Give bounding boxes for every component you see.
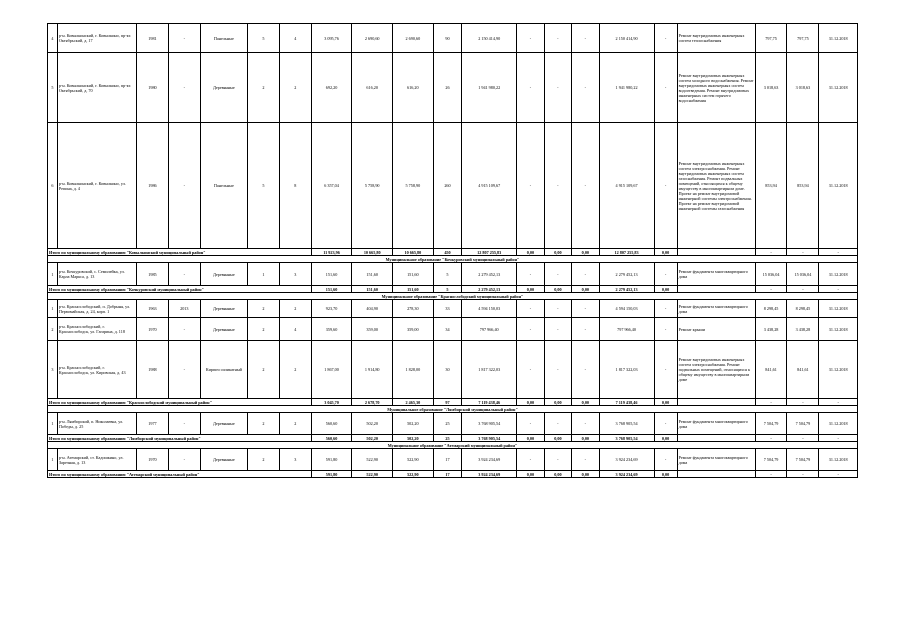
area-residential-cell: 5 758,90 (393, 123, 434, 249)
subtotal-unit-cost: - (755, 471, 787, 478)
floors-cell: 2 (247, 449, 279, 471)
subtotal-funding: 0,00 (517, 286, 544, 293)
funding-cell: - (572, 123, 599, 249)
subtotal-row (48, 435, 858, 442)
unit-cost-limit-cell: 7 504,79 (787, 413, 819, 435)
address-cell: р-н. Краснослободский, п. Добрыня, ул. Первомайская, д. 24, корп. 1 (57, 300, 136, 318)
subtotal-area-residential: 10 665,80 (393, 249, 434, 256)
residents-cell: 5 (433, 263, 462, 286)
address-cell: р-н. Ковылкинский, г. Ковылкино, пр-кт. Октябрьский, д. 70 (57, 53, 136, 123)
area-premises-cell: 5 758,90 (352, 123, 393, 249)
municipality-title: Муниципальное образование "Атемарский муниципальный район" (48, 442, 858, 449)
work-type-cell: Ремонт фундамента многоквартирного дома (677, 263, 755, 286)
table-row (48, 300, 858, 318)
subtotal-funding: 0,00 (544, 471, 571, 478)
cost-cell: 2 150 414,90 (462, 24, 517, 53)
residents-cell: 17 (433, 449, 462, 471)
funding-cell: - (517, 53, 544, 123)
address-cell: р-н. Ковылкинский, г. Ковылкино, пр-кт. Октябрьский, д. 17 (57, 24, 136, 53)
cost-cell: 4 915 109,67 (462, 123, 517, 249)
owners-funding-cell: 2 279 452,13 (599, 263, 654, 286)
wall-material-cell: Деревянные (200, 263, 247, 286)
area-residential-cell: 278,30 (393, 300, 434, 318)
subtotal-row (48, 286, 858, 293)
area-residential-cell: 616,20 (393, 53, 434, 123)
wall-material-cell: Панельные (200, 123, 247, 249)
subtotal-funding: 0,00 (517, 471, 544, 478)
residents-cell: 25 (433, 413, 462, 435)
owners-funding-cell: 3 924 234,69 (599, 449, 654, 471)
completion-date-cell: 31.12.2018 (819, 123, 858, 249)
funding-cell: - (517, 318, 544, 341)
subtotal-cost: 2 279 452,13 (462, 286, 517, 293)
subtotal-residents: 450 (433, 249, 462, 256)
unit-cost-limit-cell: 7 504,79 (787, 449, 819, 471)
floors-cell: 5 (247, 123, 279, 249)
subtotal-area-total: 591,80 (311, 471, 352, 478)
subtotal-funding: 0,00 (544, 399, 571, 406)
funding-cell: - (572, 53, 599, 123)
subtotal-residents: 5 (433, 286, 462, 293)
work-type-cell: Ремонт внутридомовых инженерных систем холодного водоснабжения. Ремонт внутридомовых инженерных систем водоотведения. Ремонт внутридомовых инженерных систем горячего водоснабжения (677, 53, 755, 123)
subtotal-cost: 3 768 905,54 (462, 435, 517, 442)
owners-funding-cell: 1 817 322,03 (599, 341, 654, 399)
subtotal-cost: 7 119 438,46 (462, 399, 517, 406)
address-cell: р-н. Лямбирский, п. Николаевка, ул. Победы, д. 25 (57, 413, 136, 435)
subtotal-unit-cost-limit: - (787, 471, 819, 478)
municipality-header-row (48, 442, 858, 449)
table-row (48, 24, 858, 53)
year-cell: 2013 (168, 300, 200, 318)
funding-cell: - (572, 318, 599, 341)
wall-material-cell: Деревянные (200, 300, 247, 318)
area-premises-cell: 616,20 (352, 53, 393, 123)
area-premises-cell: 151,60 (352, 263, 393, 286)
funding-cell: - (517, 263, 544, 286)
subtotal-residents: 97 (433, 399, 462, 406)
wall-material-cell: Панельные (200, 24, 247, 53)
entrances-cell: 8 (279, 123, 311, 249)
subtotal-funding: 0,00 (517, 249, 544, 256)
residents-cell: 260 (433, 123, 462, 249)
work-type-cell: Ремонт фундамента многоквартирного дома (677, 300, 755, 318)
wall-material-cell: Деревянные (200, 413, 247, 435)
entrances-cell: 2 (279, 53, 311, 123)
unit-cost-cell: 3 018,63 (755, 53, 787, 123)
subtotal-residents: 17 (433, 471, 462, 478)
funding-cell: - (572, 24, 599, 53)
wall-material-cell: Деревянные (200, 318, 247, 341)
subtotal-label: Итого по муниципальному образованию "Атемарский муниципальный район" (48, 471, 312, 478)
address-cell: р-н. Краснослободский, г. Краснослободск, ул. Кировская, д. 43 (57, 341, 136, 399)
subtotal-unit-cost-limit: - (787, 286, 819, 293)
subtotal-blank (677, 249, 755, 256)
subtotal-funding: 0,00 (654, 435, 677, 442)
funding-cell: - (654, 123, 677, 249)
unit-cost-limit-cell: 853,94 (787, 123, 819, 249)
address-cell: р-н. Ковылкинский, г. Ковылкино, ул. Репина, д. 4 (57, 123, 136, 249)
subtotal-cost: 3 924 234,69 (462, 471, 517, 478)
subtotal-area-premises: 502,20 (352, 435, 393, 442)
floors-cell: 5 (247, 24, 279, 53)
funding-cell: - (572, 449, 599, 471)
subtotal-funding: 0,00 (654, 249, 677, 256)
subtotal-label: Итого по муниципальному образованию "Кочкуровский муниципальный район" (48, 286, 312, 293)
funding-cell: - (544, 24, 571, 53)
owners-funding-cell: 2 150 414,90 (599, 24, 654, 53)
funding-cell: - (517, 341, 544, 399)
area-total-cell: 923,70 (311, 300, 352, 318)
subtotal-area-total: 560,60 (311, 435, 352, 442)
funding-cell: - (517, 123, 544, 249)
row-number: 5 (48, 53, 58, 123)
subtotal-date: - (819, 471, 858, 478)
subtotal-unit-cost: - (755, 249, 787, 256)
subtotal-unit-cost-limit: - (787, 399, 819, 406)
subtotal-label: Итого по муниципальному образованию "Лямбирский муниципальный район" (48, 435, 312, 442)
year-cell: - (168, 263, 200, 286)
wall-material-cell: Деревянные (200, 53, 247, 123)
completion-date-cell: 31.12.2018 (819, 449, 858, 471)
subtotal-date: - (819, 249, 858, 256)
funding-cell: - (654, 449, 677, 471)
municipality-header-row (48, 256, 858, 263)
unit-cost-cell: 15 036,04 (755, 263, 787, 286)
subtotal-label: Итого по муниципальному образованию "Краснослободский муниципальный район" (48, 399, 312, 406)
year-built-cell: 1970 (137, 318, 169, 341)
subtotal-funding: 0,00 (544, 435, 571, 442)
subtotal-blank (677, 286, 755, 293)
area-residential-cell: 2 690,60 (393, 24, 434, 53)
year-built-cell: 1963 (137, 300, 169, 318)
capital-repair-table-sheet (47, 23, 858, 478)
work-type-cell: Ремонт внутридомовых инженерных систем электроснабжения. Ремонт внутридомовых инженерных систем газоснабжения. Ремонт подвальных помещений, относящихся к общему имуществу в многоквартирном доме. Проект на ремонт внутридомовой инженерной системы электроснабжения. Проект на ремонт внутридомовой инженерной системы газоснабжения (677, 123, 755, 249)
unit-cost-cell: 8 298,45 (755, 300, 787, 318)
year-built-cell: 1981 (137, 24, 169, 53)
funding-cell: - (544, 413, 571, 435)
funding-cell: - (654, 318, 677, 341)
year-cell: - (168, 318, 200, 341)
funding-cell: - (544, 341, 571, 399)
address-cell: р-н. Кочкуровский, с. Семилейка, ул. Карла Маркса, д. 13 (57, 263, 136, 286)
table-row (48, 413, 858, 435)
work-type-cell: Ремонт крыши (677, 318, 755, 341)
subtotal-area-premises: 10 665,80 (352, 249, 393, 256)
subtotal-funding: 0,00 (544, 286, 571, 293)
unit-cost-cell: 7 504,79 (755, 413, 787, 435)
subtotal-funding: 0,00 (572, 435, 599, 442)
subtotal-area-total: 3 045,70 (311, 399, 352, 406)
funding-cell: - (572, 300, 599, 318)
subtotal-date: - (819, 435, 858, 442)
entrances-cell: 2 (279, 413, 311, 435)
subtotal-funding: 0,00 (572, 249, 599, 256)
area-residential-cell: 359,00 (393, 318, 434, 341)
municipality-title: Муниципальное образование "Кочкуровский муниципальный район" (48, 256, 858, 263)
residents-cell: 30 (433, 341, 462, 399)
subtotal-funding: 0,00 (544, 249, 571, 256)
funding-cell: - (654, 263, 677, 286)
area-total-cell: 560,60 (311, 413, 352, 435)
subtotal-area-total: 151,60 (311, 286, 352, 293)
entrances-cell: 2 (279, 341, 311, 399)
subtotal-label: Итого по муниципальному образованию "Ковылкинский муниципальный район" (48, 249, 312, 256)
table-row (48, 341, 858, 399)
floors-cell: 2 (247, 318, 279, 341)
entrances-cell: 3 (279, 449, 311, 471)
funding-cell: - (544, 318, 571, 341)
residents-cell: 34 (433, 318, 462, 341)
floors-cell: 2 (247, 300, 279, 318)
subtotal-owners-funding: 7 119 438,46 (599, 399, 654, 406)
residents-cell: 33 (433, 300, 462, 318)
subtotal-unit-cost: - (755, 286, 787, 293)
address-cell: р-н. Атемарский, ст. Кадошкино, ул. Заречная, д. 13 (57, 449, 136, 471)
subtotal-funding: 0,00 (517, 435, 544, 442)
unit-cost-cell: 841,61 (755, 341, 787, 399)
owners-funding-cell: 797 966,40 (599, 318, 654, 341)
area-total-cell: 359,60 (311, 318, 352, 341)
area-total-cell: 1 867,00 (311, 341, 352, 399)
funding-cell: - (654, 53, 677, 123)
area-premises-cell: 359,00 (352, 318, 393, 341)
completion-date-cell: 31.12.2018 (819, 24, 858, 53)
year-cell: - (168, 449, 200, 471)
subtotal-funding: 0,00 (572, 471, 599, 478)
subtotal-funding: 0,00 (572, 286, 599, 293)
completion-date-cell: 31.12.2018 (819, 263, 858, 286)
row-number: 3 (48, 341, 58, 399)
completion-date-cell: 31.12.2018 (819, 318, 858, 341)
unit-cost-limit-cell: 797,75 (787, 24, 819, 53)
residents-cell: 90 (433, 24, 462, 53)
completion-date-cell: 31.12.2018 (819, 53, 858, 123)
subtotal-area-residential: 502,20 (393, 435, 434, 442)
row-number: 1 (48, 263, 58, 286)
cost-cell: 1 817 322,03 (462, 341, 517, 399)
funding-cell: - (544, 449, 571, 471)
municipality-header-row (48, 293, 858, 300)
subtotal-funding: 0,00 (654, 399, 677, 406)
year-cell: - (168, 341, 200, 399)
funding-cell: - (572, 413, 599, 435)
subtotal-owners-funding: 3 768 905,54 (599, 435, 654, 442)
year-cell: - (168, 413, 200, 435)
cost-cell: 4 594 150,03 (462, 300, 517, 318)
year-built-cell: 1985 (137, 263, 169, 286)
funding-cell: - (544, 53, 571, 123)
subtotal-date: - (819, 286, 858, 293)
owners-funding-cell: 4 915 109,67 (599, 123, 654, 249)
subtotal-date: - (819, 399, 858, 406)
cost-cell: 797 966,40 (462, 318, 517, 341)
unit-cost-limit-cell: 3 438,28 (787, 318, 819, 341)
subtotal-owners-funding: 3 924 234,69 (599, 471, 654, 478)
subtotal-owners-funding: 2 279 452,13 (599, 286, 654, 293)
area-residential-cell: 522,90 (393, 449, 434, 471)
subtotal-area-premises: 151,60 (352, 286, 393, 293)
unit-cost-limit-cell: 15 036,04 (787, 263, 819, 286)
subtotal-owners-funding: 12 807 255,83 (599, 249, 654, 256)
subtotal-residents: 25 (433, 435, 462, 442)
area-total-cell: 692,20 (311, 53, 352, 123)
funding-cell: - (572, 263, 599, 286)
municipality-title: Муниципальное образование "Краснослободский муниципальный район" (48, 293, 858, 300)
wall-material-cell: Кирпич силикатный (200, 341, 247, 399)
floors-cell: 1 (247, 263, 279, 286)
year-built-cell: 1986 (137, 123, 169, 249)
area-premises-cell: 502,20 (352, 413, 393, 435)
year-built-cell: 1980 (137, 53, 169, 123)
table-row (48, 318, 858, 341)
area-premises-cell: 2 690,60 (352, 24, 393, 53)
subtotal-blank (677, 435, 755, 442)
work-type-cell: Ремонт фундамента многоквартирного дома (677, 449, 755, 471)
unit-cost-limit-cell: 8 298,45 (787, 300, 819, 318)
year-cell: - (168, 53, 200, 123)
cost-cell: 3 768 905,54 (462, 413, 517, 435)
cost-cell: 1 941 980,22 (462, 53, 517, 123)
funding-cell: - (517, 413, 544, 435)
address-cell: р-н. Краснослободский, г. Краснослободск, ул. Гагарина, д. 118 (57, 318, 136, 341)
unit-cost-limit-cell: 3 018,63 (787, 53, 819, 123)
subtotal-unit-cost: - (755, 435, 787, 442)
row-number: 1 (48, 300, 58, 318)
area-total-cell: 3 095,76 (311, 24, 352, 53)
funding-cell: - (544, 263, 571, 286)
row-number: 1 (48, 413, 58, 435)
area-premises-cell: 522,90 (352, 449, 393, 471)
subtotal-blank (677, 399, 755, 406)
subtotal-area-residential: 151,60 (393, 286, 434, 293)
entrances-cell: 4 (279, 318, 311, 341)
year-built-cell: 1970 (137, 449, 169, 471)
subtotal-area-residential: 2 465,30 (393, 399, 434, 406)
subtotal-row (48, 249, 858, 256)
year-cell: - (168, 123, 200, 249)
row-number: 4 (48, 24, 58, 53)
subtotal-cost: 12 807 255,83 (462, 249, 517, 256)
unit-cost-cell: 853,94 (755, 123, 787, 249)
funding-cell: - (572, 341, 599, 399)
unit-cost-cell: 797,75 (755, 24, 787, 53)
subtotal-funding: 0,00 (517, 399, 544, 406)
work-type-cell: Ремонт фундамента многоквартирного дома (677, 413, 755, 435)
work-type-cell: Ремонт внутридомовых инженерных систем электроснабжения. Ремонт подвальных помещений, относящихся к общему имуществу в многоквартирном доме (677, 341, 755, 399)
year-built-cell: 1977 (137, 413, 169, 435)
entrances-cell: 4 (279, 24, 311, 53)
municipality-title: Муниципальное образование "Лямбирский муниципальный район" (48, 406, 858, 413)
repair-program-table (47, 23, 858, 478)
table-row (48, 263, 858, 286)
subtotal-area-premises: 2 678,70 (352, 399, 393, 406)
area-premises-cell: 404,90 (352, 300, 393, 318)
subtotal-funding: 0,00 (654, 471, 677, 478)
owners-funding-cell: 3 768 905,54 (599, 413, 654, 435)
subtotal-unit-cost: - (755, 399, 787, 406)
residents-cell: 26 (433, 53, 462, 123)
unit-cost-limit-cell: 841,61 (787, 341, 819, 399)
entrances-cell: 2 (279, 300, 311, 318)
unit-cost-cell: 3 438,28 (755, 318, 787, 341)
area-total-cell: 151,60 (311, 263, 352, 286)
completion-date-cell: 31.12.2018 (819, 300, 858, 318)
subtotal-area-premises: 522,90 (352, 471, 393, 478)
funding-cell: - (654, 24, 677, 53)
subtotal-unit-cost-limit: - (787, 435, 819, 442)
subtotal-funding: 0,00 (654, 286, 677, 293)
funding-cell: - (544, 300, 571, 318)
funding-cell: - (517, 24, 544, 53)
table-row (48, 123, 858, 249)
municipality-header-row (48, 406, 858, 413)
completion-date-cell: 31.12.2018 (819, 413, 858, 435)
subtotal-blank (677, 471, 755, 478)
funding-cell: - (517, 449, 544, 471)
funding-cell: - (544, 123, 571, 249)
unit-cost-cell: 7 504,79 (755, 449, 787, 471)
year-built-cell: 1988 (137, 341, 169, 399)
area-total-cell: 6 357,04 (311, 123, 352, 249)
work-type-cell: Ремонт внутридомовых инженерных систем теплоснабжения (677, 24, 755, 53)
funding-cell: - (654, 341, 677, 399)
table-row (48, 53, 858, 123)
year-cell: - (168, 24, 200, 53)
row-number: 1 (48, 449, 58, 471)
floors-cell: 2 (247, 53, 279, 123)
subtotal-row (48, 399, 858, 406)
funding-cell: - (654, 300, 677, 318)
subtotal-row (48, 471, 858, 478)
area-total-cell: 591,80 (311, 449, 352, 471)
owners-funding-cell: 1 941 980,22 (599, 53, 654, 123)
floors-cell: 2 (247, 413, 279, 435)
completion-date-cell: 31.12.2018 (819, 341, 858, 399)
funding-cell: - (654, 413, 677, 435)
owners-funding-cell: 4 594 150,03 (599, 300, 654, 318)
cost-cell: 2 279 452,13 (462, 263, 517, 286)
area-residential-cell: 502,20 (393, 413, 434, 435)
funding-cell: - (517, 300, 544, 318)
row-number: 2 (48, 318, 58, 341)
subtotal-area-total: 11 923,96 (311, 249, 352, 256)
row-number: 6 (48, 123, 58, 249)
subtotal-area-residential: 522,90 (393, 471, 434, 478)
area-residential-cell: 151,60 (393, 263, 434, 286)
cost-cell: 3 924 234,69 (462, 449, 517, 471)
table-row (48, 449, 858, 471)
subtotal-unit-cost-limit: - (787, 249, 819, 256)
area-premises-cell: 1 914,80 (352, 341, 393, 399)
entrances-cell: 3 (279, 263, 311, 286)
wall-material-cell: Деревянные (200, 449, 247, 471)
floors-cell: 2 (247, 341, 279, 399)
subtotal-funding: 0,00 (572, 399, 599, 406)
area-residential-cell: 1 828,00 (393, 341, 434, 399)
